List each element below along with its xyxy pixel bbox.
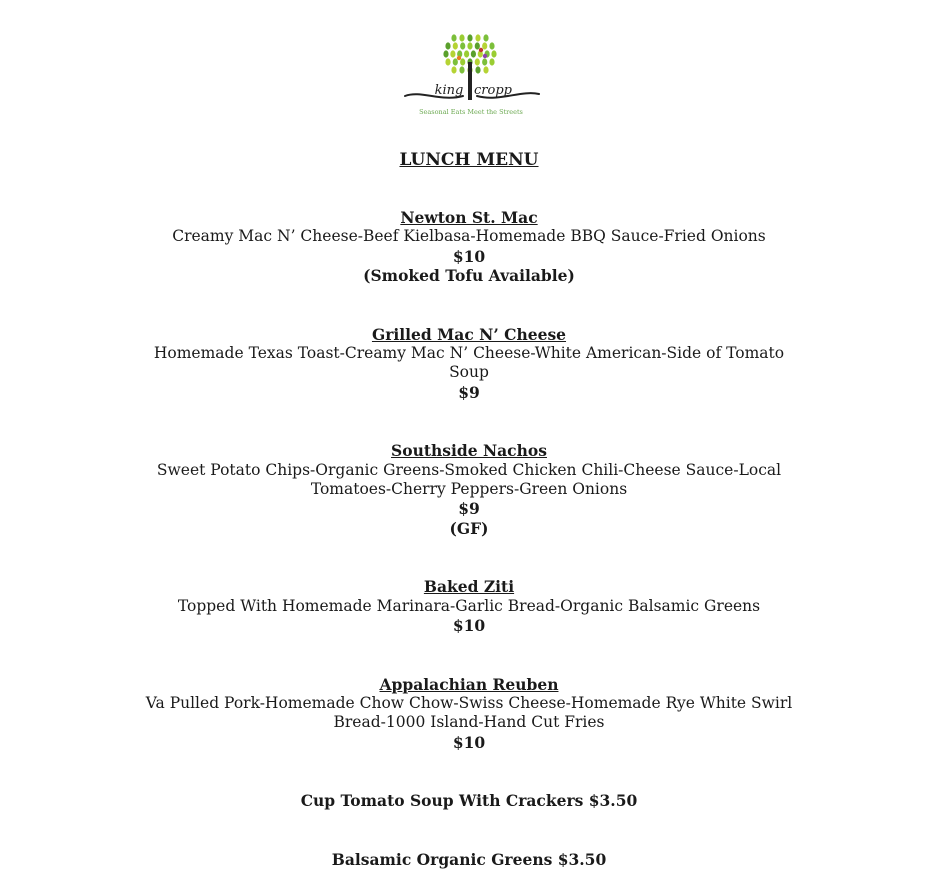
logo-leaf (453, 42, 458, 49)
logo-leaf (451, 34, 456, 41)
logo-leaf (475, 58, 480, 65)
menu-list (0, 208, 938, 869)
menu-item (0, 441, 938, 538)
menu-item (0, 325, 938, 403)
logo-leaf (467, 34, 472, 41)
logo-leaf (459, 34, 464, 41)
item-price: $9 (458, 499, 480, 519)
page-title: LUNCH MENU (399, 150, 539, 170)
item-description: Va Pulled Pork-Homemade Chow Chow-Swiss Cheese-Homemade Rye White Swirl Bread-1000 Island-Hand Cut Fries (145, 693, 793, 732)
item-description: Creamy Mac N’ Cheese-Beef Kielbasa-Homemade BBQ Sauce-Fried Onions (172, 227, 766, 246)
side-item: Cup Tomato Soup With Crackers $3.50 (300, 791, 638, 811)
logo-leaf (482, 42, 487, 49)
menu-item (0, 577, 938, 635)
logo-leaf (483, 34, 488, 41)
logo-leaf (460, 58, 465, 65)
item-name: Newton St. Mac (400, 208, 538, 227)
brand-name-right: cropp (474, 83, 512, 98)
logo-leaf (471, 50, 476, 57)
logo-leaf (475, 66, 480, 73)
logo-leaf (451, 66, 456, 73)
logo-leaf (445, 58, 450, 65)
logo-leaf (482, 58, 487, 65)
logo-leaf (453, 58, 458, 65)
logo-leaf (443, 50, 448, 57)
logo-berry (483, 54, 487, 58)
item-name: Southside Nachos (391, 441, 547, 461)
logo-leaf (491, 50, 496, 57)
item-name: Appalachian Reuben (379, 674, 559, 694)
logo-leaf (467, 42, 472, 49)
item-note: (GF) (449, 518, 489, 538)
item-price: $9 (458, 382, 480, 402)
logo-leaf (460, 42, 465, 49)
tree-fork-logo-graphic (401, 32, 541, 108)
logo-leaf (483, 66, 488, 73)
brand-logo (401, 32, 541, 124)
item-description: Sweet Potato Chips-Organic Greens-Smoked Chicken Chili-Cheese Sauce-Local Tomatoes-Cherry Peppers-Green Onions (156, 460, 782, 499)
item-description: Homemade Texas Toast-Creamy Mac N’ Cheese-White American-Side of Tomato Soup (153, 344, 785, 382)
logo-leaf (489, 42, 494, 49)
menu-item (0, 675, 938, 753)
logo-leaf (475, 34, 480, 41)
item-note: (Smoked Tofu Available) (363, 266, 575, 286)
logo-leaf (489, 58, 494, 65)
menu-item (0, 208, 938, 286)
logo-leaf (464, 50, 469, 57)
item-price: $10 (452, 616, 486, 636)
item-name: Grilled Mac N’ Cheese (371, 324, 567, 344)
item-name: Baked Ziti (423, 577, 515, 597)
logo-leaf (459, 66, 464, 73)
logo-leaf (475, 42, 480, 49)
logo-leaf (450, 50, 455, 57)
brand-name-left: king (434, 83, 464, 98)
side-item: Balsamic Organic Greens $3.50 (331, 849, 607, 869)
brand-tagline: Seasonal Eats Meet the Streets (419, 108, 523, 116)
item-price: $10 (452, 732, 486, 752)
item-price: $10 (452, 246, 486, 266)
logo-berry (457, 56, 461, 60)
item-description: Topped With Homemade Marinara-Garlic Bread-Organic Balsamic Greens (177, 596, 761, 615)
logo-berry (479, 48, 483, 52)
logo-leaf (445, 42, 450, 49)
